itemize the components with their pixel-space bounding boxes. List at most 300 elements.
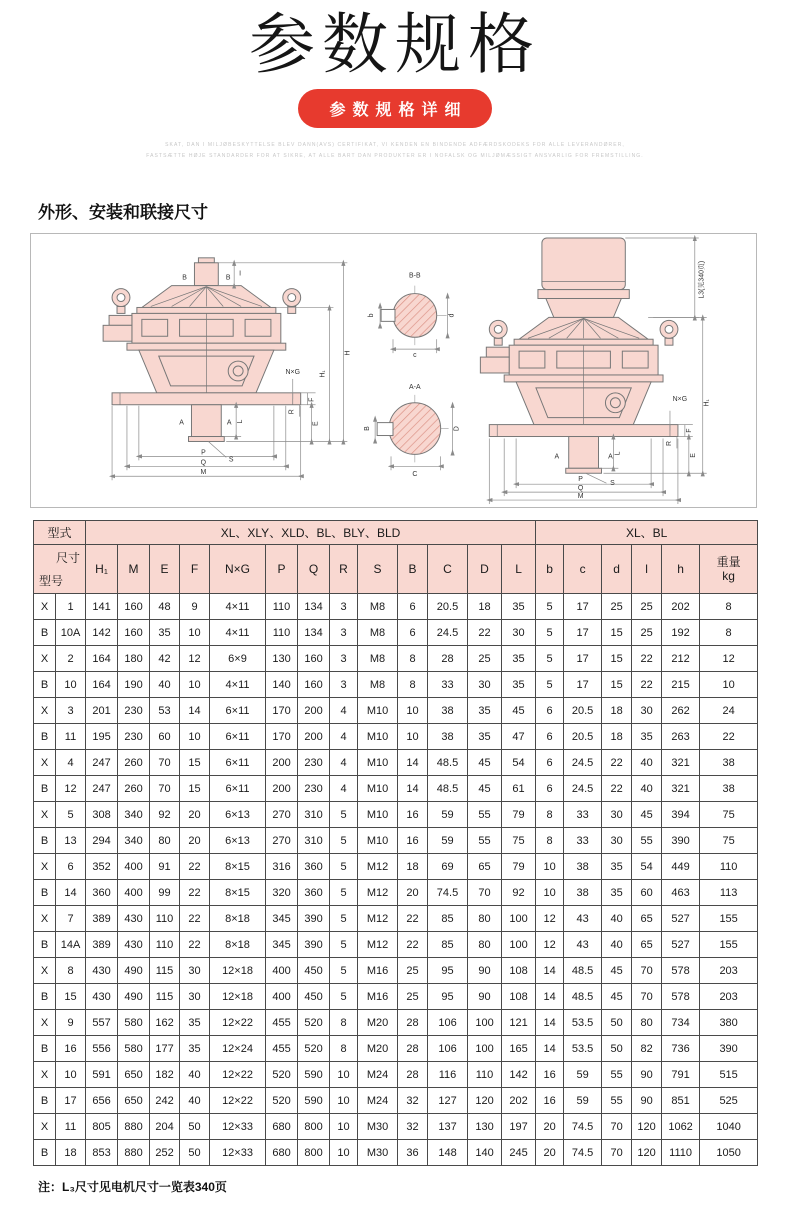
table-cell: 1 — [56, 594, 86, 620]
dimension-label: B — [182, 274, 187, 282]
table-cell: 108 — [502, 984, 536, 1010]
table-cell: 321 — [662, 776, 700, 802]
table-cell: 6×13 — [210, 828, 266, 854]
column-header: F — [180, 545, 210, 594]
table-cell: 490 — [118, 984, 150, 1010]
table-cell: 5 — [330, 958, 358, 984]
table-cell: 202 — [502, 1088, 536, 1114]
table-cell: 35 — [602, 880, 632, 906]
header-row-columns — [34, 545, 758, 594]
table-cell: 8 — [700, 620, 758, 646]
table-cell: 800 — [298, 1140, 330, 1166]
page-title: 参数规格 — [249, 7, 541, 81]
section-heading: 外形、安装和联接尺寸 — [38, 203, 208, 223]
table-cell: 74.5 — [564, 1140, 602, 1166]
column-header: B — [398, 545, 428, 594]
table-cell: 6 — [536, 698, 564, 724]
table-cell: 5 — [330, 802, 358, 828]
table-cell: 160 — [118, 620, 150, 646]
table-cell: 40 — [180, 1088, 210, 1114]
table-cell: 10 — [398, 698, 428, 724]
table-cell: X — [34, 958, 56, 984]
table-cell: B — [34, 1140, 56, 1166]
table-cell: 14 — [398, 776, 428, 802]
table-cell: 650 — [118, 1062, 150, 1088]
table-cell: M12 — [358, 906, 398, 932]
table-cell: M10 — [358, 802, 398, 828]
table-cell: X — [34, 1062, 56, 1088]
table-cell: 450 — [298, 984, 330, 1010]
table-cell: 22 — [180, 880, 210, 906]
column-header: S — [358, 545, 398, 594]
table-cell: 148 — [428, 1140, 468, 1166]
table-cell: 853 — [86, 1140, 118, 1166]
table-cell: 360 — [298, 854, 330, 880]
table-cell: 35 — [502, 672, 536, 698]
table-cell: 247 — [86, 750, 118, 776]
table-cell: 55 — [632, 828, 662, 854]
table-cell: 7 — [56, 906, 86, 932]
table-cell: 8 — [398, 646, 428, 672]
table-cell: X — [34, 594, 56, 620]
table-cell: 59 — [428, 802, 468, 828]
table-cell: 3 — [330, 672, 358, 698]
table-cell: 10 — [330, 1062, 358, 1088]
table-cell: 43 — [564, 906, 602, 932]
table-cell: 310 — [298, 828, 330, 854]
dimension-diagram-box — [30, 233, 757, 508]
table-cell: M10 — [358, 698, 398, 724]
table-cell: 578 — [662, 984, 700, 1010]
table-cell: 520 — [266, 1088, 298, 1114]
table-cell: 12 — [700, 646, 758, 672]
table-cell: 53.5 — [564, 1036, 602, 1062]
table-cell: 12 — [56, 776, 86, 802]
table-cell: 580 — [118, 1036, 150, 1062]
table-cell: 12×22 — [210, 1062, 266, 1088]
dimension-label: b — [368, 313, 376, 318]
table-cell: 430 — [86, 984, 118, 1010]
table-cell: 65 — [468, 854, 502, 880]
table-cell: 195 — [86, 724, 118, 750]
table-cell: 140 — [468, 1140, 502, 1166]
table-cell: 17 — [564, 646, 602, 672]
table-cell: 22 — [700, 724, 758, 750]
column-header: E — [150, 545, 180, 594]
table-cell: 734 — [662, 1010, 700, 1036]
table-cell: 345 — [266, 906, 298, 932]
table-cell: 120 — [632, 1140, 662, 1166]
dimension-label: A — [554, 453, 560, 461]
table-cell: 20 — [180, 802, 210, 828]
table-cell: M8 — [358, 594, 398, 620]
table-cell: 160 — [298, 646, 330, 672]
table-cell: 14 — [56, 880, 86, 906]
table-cell: 22 — [398, 906, 428, 932]
table-cell: 45 — [502, 698, 536, 724]
column-header: Q — [298, 545, 330, 594]
table-cell: 100 — [502, 932, 536, 958]
table-cell: 30 — [502, 620, 536, 646]
table-cell: 1040 — [700, 1114, 758, 1140]
dimension-label: L — [237, 419, 245, 424]
table-cell: 10 — [180, 724, 210, 750]
dimension-label: D — [453, 426, 461, 432]
table-cell: B — [34, 672, 56, 698]
table-cell: M20 — [358, 1010, 398, 1036]
table-cell: 590 — [298, 1088, 330, 1114]
table-cell: 99 — [150, 880, 180, 906]
table-cell: 1110 — [662, 1140, 700, 1166]
table-cell: 680 — [266, 1140, 298, 1166]
table-cell: 17 — [56, 1088, 86, 1114]
table-cell: M12 — [358, 880, 398, 906]
table-cell: 43 — [564, 932, 602, 958]
table-cell: 40 — [602, 906, 632, 932]
table-cell: 18 — [398, 854, 428, 880]
table-cell: 880 — [118, 1140, 150, 1166]
table-cell: 10 — [398, 724, 428, 750]
table-cell: 8 — [700, 594, 758, 620]
table-cell: X — [34, 854, 56, 880]
table-cell: 36 — [398, 1140, 428, 1166]
table-cell: 12×33 — [210, 1114, 266, 1140]
table-cell: 10 — [330, 1114, 358, 1140]
dimension-label: L — [614, 451, 622, 456]
table-cell: 12×33 — [210, 1140, 266, 1166]
table-cell: B — [34, 932, 56, 958]
column-header: l — [632, 545, 662, 594]
table-row — [34, 646, 758, 672]
column-header: M — [118, 545, 150, 594]
table-cell: 80 — [468, 906, 502, 932]
column-header: P — [266, 545, 298, 594]
corner-cell — [34, 545, 86, 594]
table-cell: 24.5 — [564, 776, 602, 802]
table-cell: 197 — [502, 1114, 536, 1140]
table-cell: 310 — [298, 802, 330, 828]
table-cell: 55 — [602, 1062, 632, 1088]
table-cell: 70 — [602, 1114, 632, 1140]
table-cell: 30 — [602, 828, 632, 854]
table-cell: 203 — [700, 958, 758, 984]
table-cell: M16 — [358, 958, 398, 984]
table-cell: 14 — [180, 698, 210, 724]
table-cell: M10 — [358, 828, 398, 854]
table-cell: 50 — [180, 1114, 210, 1140]
dimension-label: N×G — [672, 396, 688, 404]
table-cell: 130 — [468, 1114, 502, 1140]
dimension-label: A — [226, 419, 232, 427]
table-row — [34, 724, 758, 750]
table-cell: 12×22 — [210, 1010, 266, 1036]
table-row — [34, 1114, 758, 1140]
model-group-1-cell: XL、XLY、XLD、BL、BLY、BLD — [86, 521, 536, 545]
table-cell: 140 — [266, 672, 298, 698]
detail-badge-button[interactable]: 参数规格详细 — [298, 89, 491, 128]
column-header: h — [662, 545, 700, 594]
table-cell: M10 — [358, 750, 398, 776]
table-cell: 13 — [56, 828, 86, 854]
table-cell: 59 — [564, 1062, 602, 1088]
table-cell: 10 — [330, 1140, 358, 1166]
column-header: L — [502, 545, 536, 594]
table-cell: 38 — [700, 750, 758, 776]
table-cell: 35 — [180, 1010, 210, 1036]
dimension-label: H — [344, 350, 352, 356]
table-cell: 12×22 — [210, 1088, 266, 1114]
dimension-label: M — [200, 469, 207, 477]
table-cell: 14A — [56, 932, 86, 958]
table-cell: 515 — [700, 1062, 758, 1088]
table-cell: 30 — [632, 698, 662, 724]
table-row — [34, 984, 758, 1010]
table-cell: 10 — [56, 672, 86, 698]
table-cell: 230 — [118, 724, 150, 750]
table-cell: 70 — [150, 750, 180, 776]
table-row — [34, 958, 758, 984]
table-cell: 242 — [150, 1088, 180, 1114]
table-cell: 75 — [502, 828, 536, 854]
table-cell: 16 — [398, 802, 428, 828]
table-cell: 74.5 — [564, 1114, 602, 1140]
table-cell: 59 — [428, 828, 468, 854]
table-cell: 14 — [536, 1010, 564, 1036]
table-cell: 800 — [298, 1114, 330, 1140]
table-cell: 33 — [564, 802, 602, 828]
table-cell: 340 — [118, 802, 150, 828]
table-cell: 321 — [662, 750, 700, 776]
table-cell: 108 — [502, 958, 536, 984]
table-cell: 20 — [536, 1114, 564, 1140]
table-cell: 25 — [602, 594, 632, 620]
table-cell: 170 — [266, 724, 298, 750]
table-row — [34, 1062, 758, 1088]
table-cell: 22 — [180, 906, 210, 932]
table-cell: 430 — [86, 958, 118, 984]
table-cell: 25 — [632, 594, 662, 620]
column-header: H₁ — [86, 545, 118, 594]
table-cell: 10 — [536, 854, 564, 880]
table-cell: X — [34, 1114, 56, 1140]
table-cell: M24 — [358, 1062, 398, 1088]
table-cell: 55 — [602, 1088, 632, 1114]
table-cell: M12 — [358, 932, 398, 958]
table-cell: 656 — [86, 1088, 118, 1114]
table-cell: 40 — [632, 750, 662, 776]
table-row — [34, 854, 758, 880]
dimension-label: Q — [577, 485, 584, 493]
table-cell: 35 — [150, 620, 180, 646]
table-cell: 48.5 — [428, 750, 468, 776]
table-cell: 230 — [298, 776, 330, 802]
table-cell: 390 — [662, 828, 700, 854]
table-row — [34, 1010, 758, 1036]
table-cell: 90 — [632, 1088, 662, 1114]
table-cell: 22 — [468, 620, 502, 646]
table-cell: 142 — [86, 620, 118, 646]
table-row — [34, 672, 758, 698]
table-cell: 8×18 — [210, 932, 266, 958]
table-cell: 100 — [468, 1010, 502, 1036]
table-cell: 50 — [602, 1036, 632, 1062]
column-header: C — [428, 545, 468, 594]
dimension-label: L3(见340页) — [698, 261, 706, 299]
table-cell: 47 — [502, 724, 536, 750]
table-cell: 202 — [662, 594, 700, 620]
table-cell: 11 — [56, 724, 86, 750]
table-cell: X — [34, 1010, 56, 1036]
table-cell: 12×18 — [210, 958, 266, 984]
table-cell: 65 — [632, 906, 662, 932]
table-cell: 155 — [700, 906, 758, 932]
table-cell: 25 — [468, 646, 502, 672]
table-cell: 42 — [150, 646, 180, 672]
table-cell: 100 — [468, 1036, 502, 1062]
table-cell: 6 — [56, 854, 86, 880]
table-cell: 18 — [56, 1140, 86, 1166]
table-cell: 556 — [86, 1036, 118, 1062]
badge-wrap — [0, 89, 790, 128]
table-cell: 527 — [662, 932, 700, 958]
table-cell: 455 — [266, 1010, 298, 1036]
table-cell: 11 — [56, 1114, 86, 1140]
table-row — [34, 828, 758, 854]
table-cell: 130 — [266, 646, 298, 672]
corner-label-size: 尺寸 — [56, 551, 81, 566]
table-cell: 85 — [428, 906, 468, 932]
table-cell: 230 — [298, 750, 330, 776]
table-cell: M8 — [358, 672, 398, 698]
table-cell: 70 — [150, 776, 180, 802]
table-cell: 121 — [502, 1010, 536, 1036]
table-cell: M24 — [358, 1088, 398, 1114]
dimension-label: A — [608, 453, 613, 461]
table-cell: 10 — [56, 1062, 86, 1088]
table-cell: 162 — [150, 1010, 180, 1036]
table-cell: 389 — [86, 932, 118, 958]
table-cell: 69 — [428, 854, 468, 880]
table-cell: 12 — [536, 906, 564, 932]
table-cell: 38 — [564, 880, 602, 906]
table-cell: 17 — [564, 620, 602, 646]
table-cell: 38 — [428, 698, 468, 724]
table-cell: 170 — [266, 698, 298, 724]
table-cell: 203 — [700, 984, 758, 1010]
table-cell: 8 — [330, 1036, 358, 1062]
table-cell: 6 — [398, 620, 428, 646]
table-cell: 22 — [602, 750, 632, 776]
table-cell: 4×11 — [210, 594, 266, 620]
table-cell: 24.5 — [428, 620, 468, 646]
column-header: N×G — [210, 545, 266, 594]
table-cell: 30 — [602, 802, 632, 828]
table-cell: B — [34, 984, 56, 1010]
table-cell: 520 — [266, 1062, 298, 1088]
table-cell: 90 — [632, 1062, 662, 1088]
table-cell: 12×24 — [210, 1036, 266, 1062]
table-cell: 12 — [536, 932, 564, 958]
table-cell: 4 — [330, 724, 358, 750]
table-cell: M12 — [358, 854, 398, 880]
table-cell: 35 — [468, 724, 502, 750]
dimension-label: S — [228, 456, 234, 464]
table-cell: 40 — [150, 672, 180, 698]
table-cell: 35 — [502, 646, 536, 672]
table-cell: X — [34, 802, 56, 828]
table-cell: 141 — [86, 594, 118, 620]
table-cell: 45 — [468, 776, 502, 802]
table-cell: 294 — [86, 828, 118, 854]
table-cell: 2 — [56, 646, 86, 672]
table-cell: 35 — [602, 854, 632, 880]
table-cell: 463 — [662, 880, 700, 906]
table-cell: 53 — [150, 698, 180, 724]
table-cell: 8 — [56, 958, 86, 984]
dimension-label: C — [412, 471, 418, 479]
table-cell: 5 — [330, 880, 358, 906]
table-cell: 390 — [298, 906, 330, 932]
table-cell: 134 — [298, 620, 330, 646]
table-cell: 74.5 — [428, 880, 468, 906]
table-cell: 32 — [398, 1114, 428, 1140]
model-group-2-cell: XL、BL — [536, 521, 758, 545]
table-cell: 16 — [398, 828, 428, 854]
table-cell: 12×18 — [210, 984, 266, 1010]
table-cell: 5 — [330, 906, 358, 932]
table-cell: 14 — [536, 958, 564, 984]
table-row — [34, 750, 758, 776]
table-cell: 380 — [700, 1010, 758, 1036]
table-cell: 82 — [632, 1036, 662, 1062]
table-cell: 10 — [180, 672, 210, 698]
table-cell: 22 — [632, 672, 662, 698]
table-cell: 45 — [632, 802, 662, 828]
table-cell: 120 — [632, 1114, 662, 1140]
table-cell: 263 — [662, 724, 700, 750]
table-cell: 578 — [662, 958, 700, 984]
table-cell: 5 — [330, 854, 358, 880]
table-cell: 525 — [700, 1088, 758, 1114]
table-cell: 160 — [118, 594, 150, 620]
table-cell: 92 — [150, 802, 180, 828]
table-cell: 70 — [468, 880, 502, 906]
table-cell: 60 — [632, 880, 662, 906]
table-cell: 6 — [536, 776, 564, 802]
table-cell: 15 — [602, 672, 632, 698]
table-cell: 520 — [298, 1036, 330, 1062]
dimension-label: B — [364, 426, 372, 432]
table-cell: 20 — [180, 828, 210, 854]
table-cell: 70 — [602, 1140, 632, 1166]
table-cell: 316 — [266, 854, 298, 880]
table-cell: 55 — [468, 828, 502, 854]
table-cell: 680 — [266, 1114, 298, 1140]
table-cell: 25 — [398, 984, 428, 1010]
table-cell: 110 — [150, 906, 180, 932]
table-cell: 100 — [502, 906, 536, 932]
table-cell: 4 — [56, 750, 86, 776]
table-cell: 40 — [180, 1062, 210, 1088]
table-cell: 8×15 — [210, 880, 266, 906]
table-cell: 5 — [536, 620, 564, 646]
table-cell: 110 — [266, 620, 298, 646]
table-cell: 155 — [700, 932, 758, 958]
table-cell: 127 — [428, 1088, 468, 1114]
table-cell: 45 — [468, 750, 502, 776]
table-cell: 70 — [632, 984, 662, 1010]
dimension-label: P — [578, 476, 583, 484]
